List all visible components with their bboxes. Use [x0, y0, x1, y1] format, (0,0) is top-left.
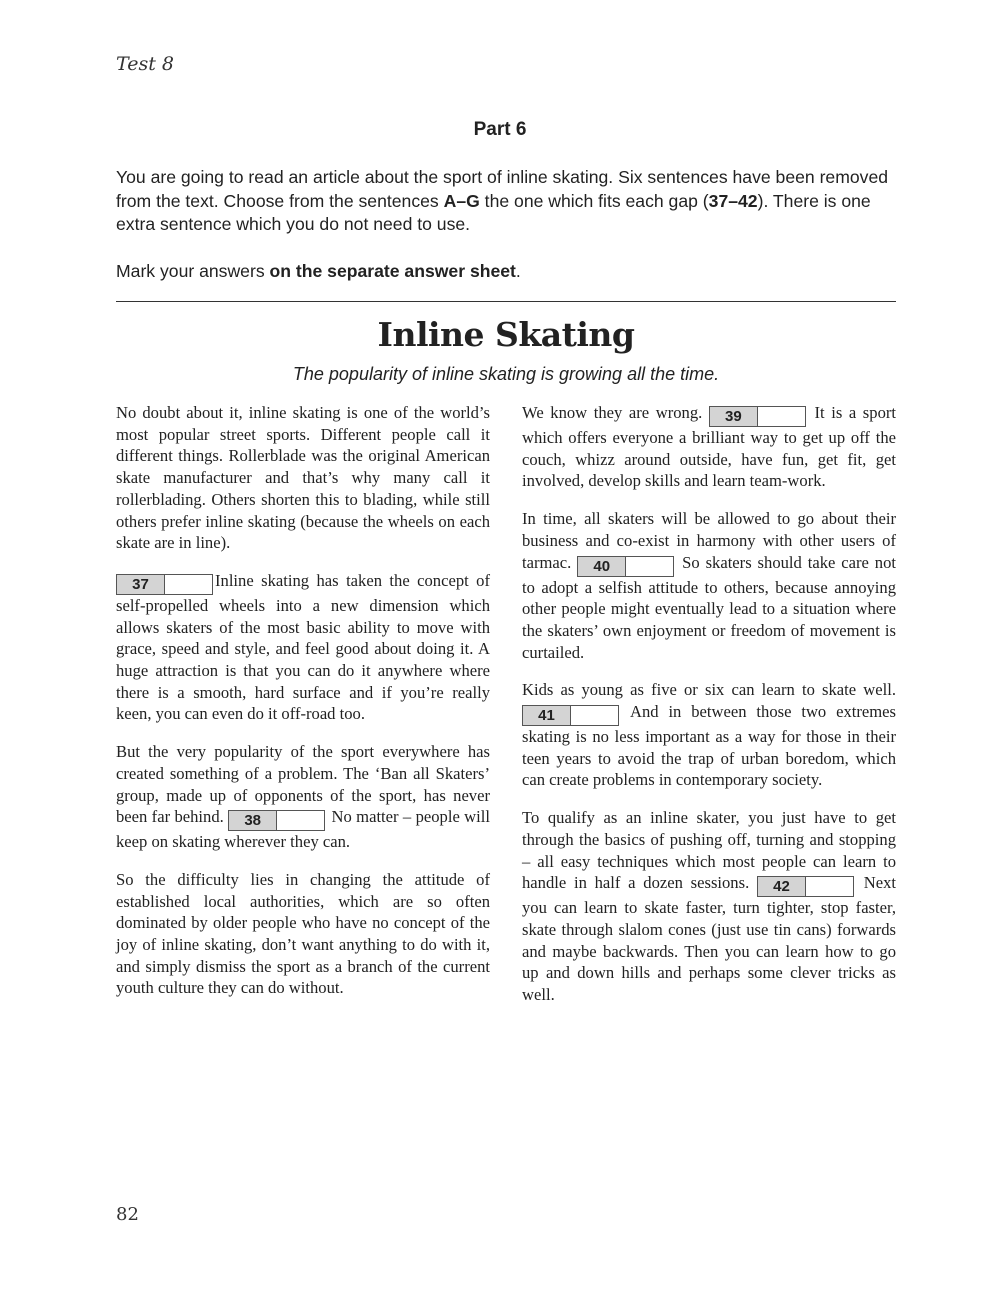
article-paragraph: 37 Inline skating has taken the concept of self-propelled wheels into a new dimension which allows skaters of the most basic ability to move with grace, speed and style, and feel good about doing it. A huge attraction is that you can do it anywhere where there is a smooth, hard surface and if you’re really keen, you can even do it off-road too. — [116, 570, 490, 724]
gap-answer-box[interactable] — [626, 557, 673, 576]
gap-number: 40 — [578, 557, 626, 576]
part-title: Part 6 — [473, 119, 527, 140]
article-paragraph: In time, all skaters will be allowed to go about their business and co-exist in harmony with other users of tarmac. 40 So skaters should take care not to adopt a selfish attitude to others, because annoying other people might eventually lead to a situation where the skaters’ own enjoyment or freedom of movement is curtailed. — [522, 509, 896, 662]
divider-rule — [116, 301, 896, 302]
article-paragraph: We know they are wrong. 39 It is a sport which offers everyone a brilliant way to get up off the couch, whizz around outside, have fun, get fit, get involved, develop skills and learn team-work. — [522, 403, 896, 491]
answer-gap-38[interactable] — [228, 810, 325, 831]
answer-gap-42[interactable] — [757, 876, 854, 897]
gap-answer-box[interactable] — [277, 811, 324, 830]
article-title: Inline Skating — [377, 315, 635, 354]
mark-answers-line: Mark your answers on the separate answer sheet. — [116, 260, 521, 281]
article-paragraph: Kids as young as five or six can learn to skate well. 41 And in between those two extremes skating is no less important as a way for those in their teen years to avoid the trap of urban boredom, which can create problems in contemporary society. — [522, 680, 897, 790]
article-column-right — [522, 402, 896, 1022]
gap-answer-box[interactable] — [571, 706, 618, 725]
gap-answer-box[interactable] — [806, 877, 853, 896]
gap-number: 41 — [523, 706, 571, 725]
page-number: 82 — [116, 1204, 139, 1225]
article-paragraph: But the very popularity of the sport everywhere has created something of a problem. The ‘Ban all Skaters’ group, made up of opponents of the sport, has never been far behind. 38 No matter – people will keep on skating wherever they can. — [116, 742, 490, 852]
article-column-left — [116, 402, 490, 1015]
gap-number: 38 — [229, 811, 277, 830]
gap-answer-box[interactable] — [165, 575, 212, 594]
article-paragraph: So the difficulty lies in changing the attitude of established local authorities, which are so often dominated by older people who have no concept of the joy of inline skating, don’t want anything to do with it, and simply dismiss the sport as a branch of the current youth culture they can do without. — [116, 869, 490, 998]
article-paragraph: To qualify as an inline skater, you just have to get through the basics of pushing off, turning and stopping – all easy techniques which most people can learn to handle in half a dozen sessions. 42 Next you can learn to skate faster, turn tighter, stop faster, skate through slalom cones (just use tin cans) forwards and maybe backwards. Then you can learn how to go up and down hills and perhaps some clever tricks as well. — [522, 808, 896, 1005]
running-head: Test 8 — [116, 53, 174, 75]
answer-gap-41[interactable] — [522, 705, 619, 726]
instructions — [116, 166, 898, 283]
answer-gap-39[interactable] — [709, 406, 806, 427]
answer-gap-40[interactable] — [577, 556, 674, 577]
instructions-paragraph: You are going to read an article about the sport of inline skating. Six sentences have been removed from the text. Choose from the sentences A–G the one which fits each gap (37–42). There is one extra sentence which you do not need to use. — [116, 167, 889, 234]
gap-number: 42 — [758, 877, 806, 896]
answer-gap-37[interactable] — [116, 574, 213, 595]
article-paragraph: No doubt about it, inline skating is one of the world’s most popular street sports. Different people call it different things. Rollerblade was the original American skate manufacturer and that’s why many call it rollerblading. Others shorten this to blading, while still others prefer inline skating (because the wheels on each skate are in line). — [116, 403, 490, 553]
article-subtitle: The popularity of inline skating is growing all the time. — [292, 364, 720, 384]
gap-number: 37 — [117, 575, 165, 594]
gap-answer-box[interactable] — [758, 407, 805, 426]
gap-number: 39 — [710, 407, 758, 426]
